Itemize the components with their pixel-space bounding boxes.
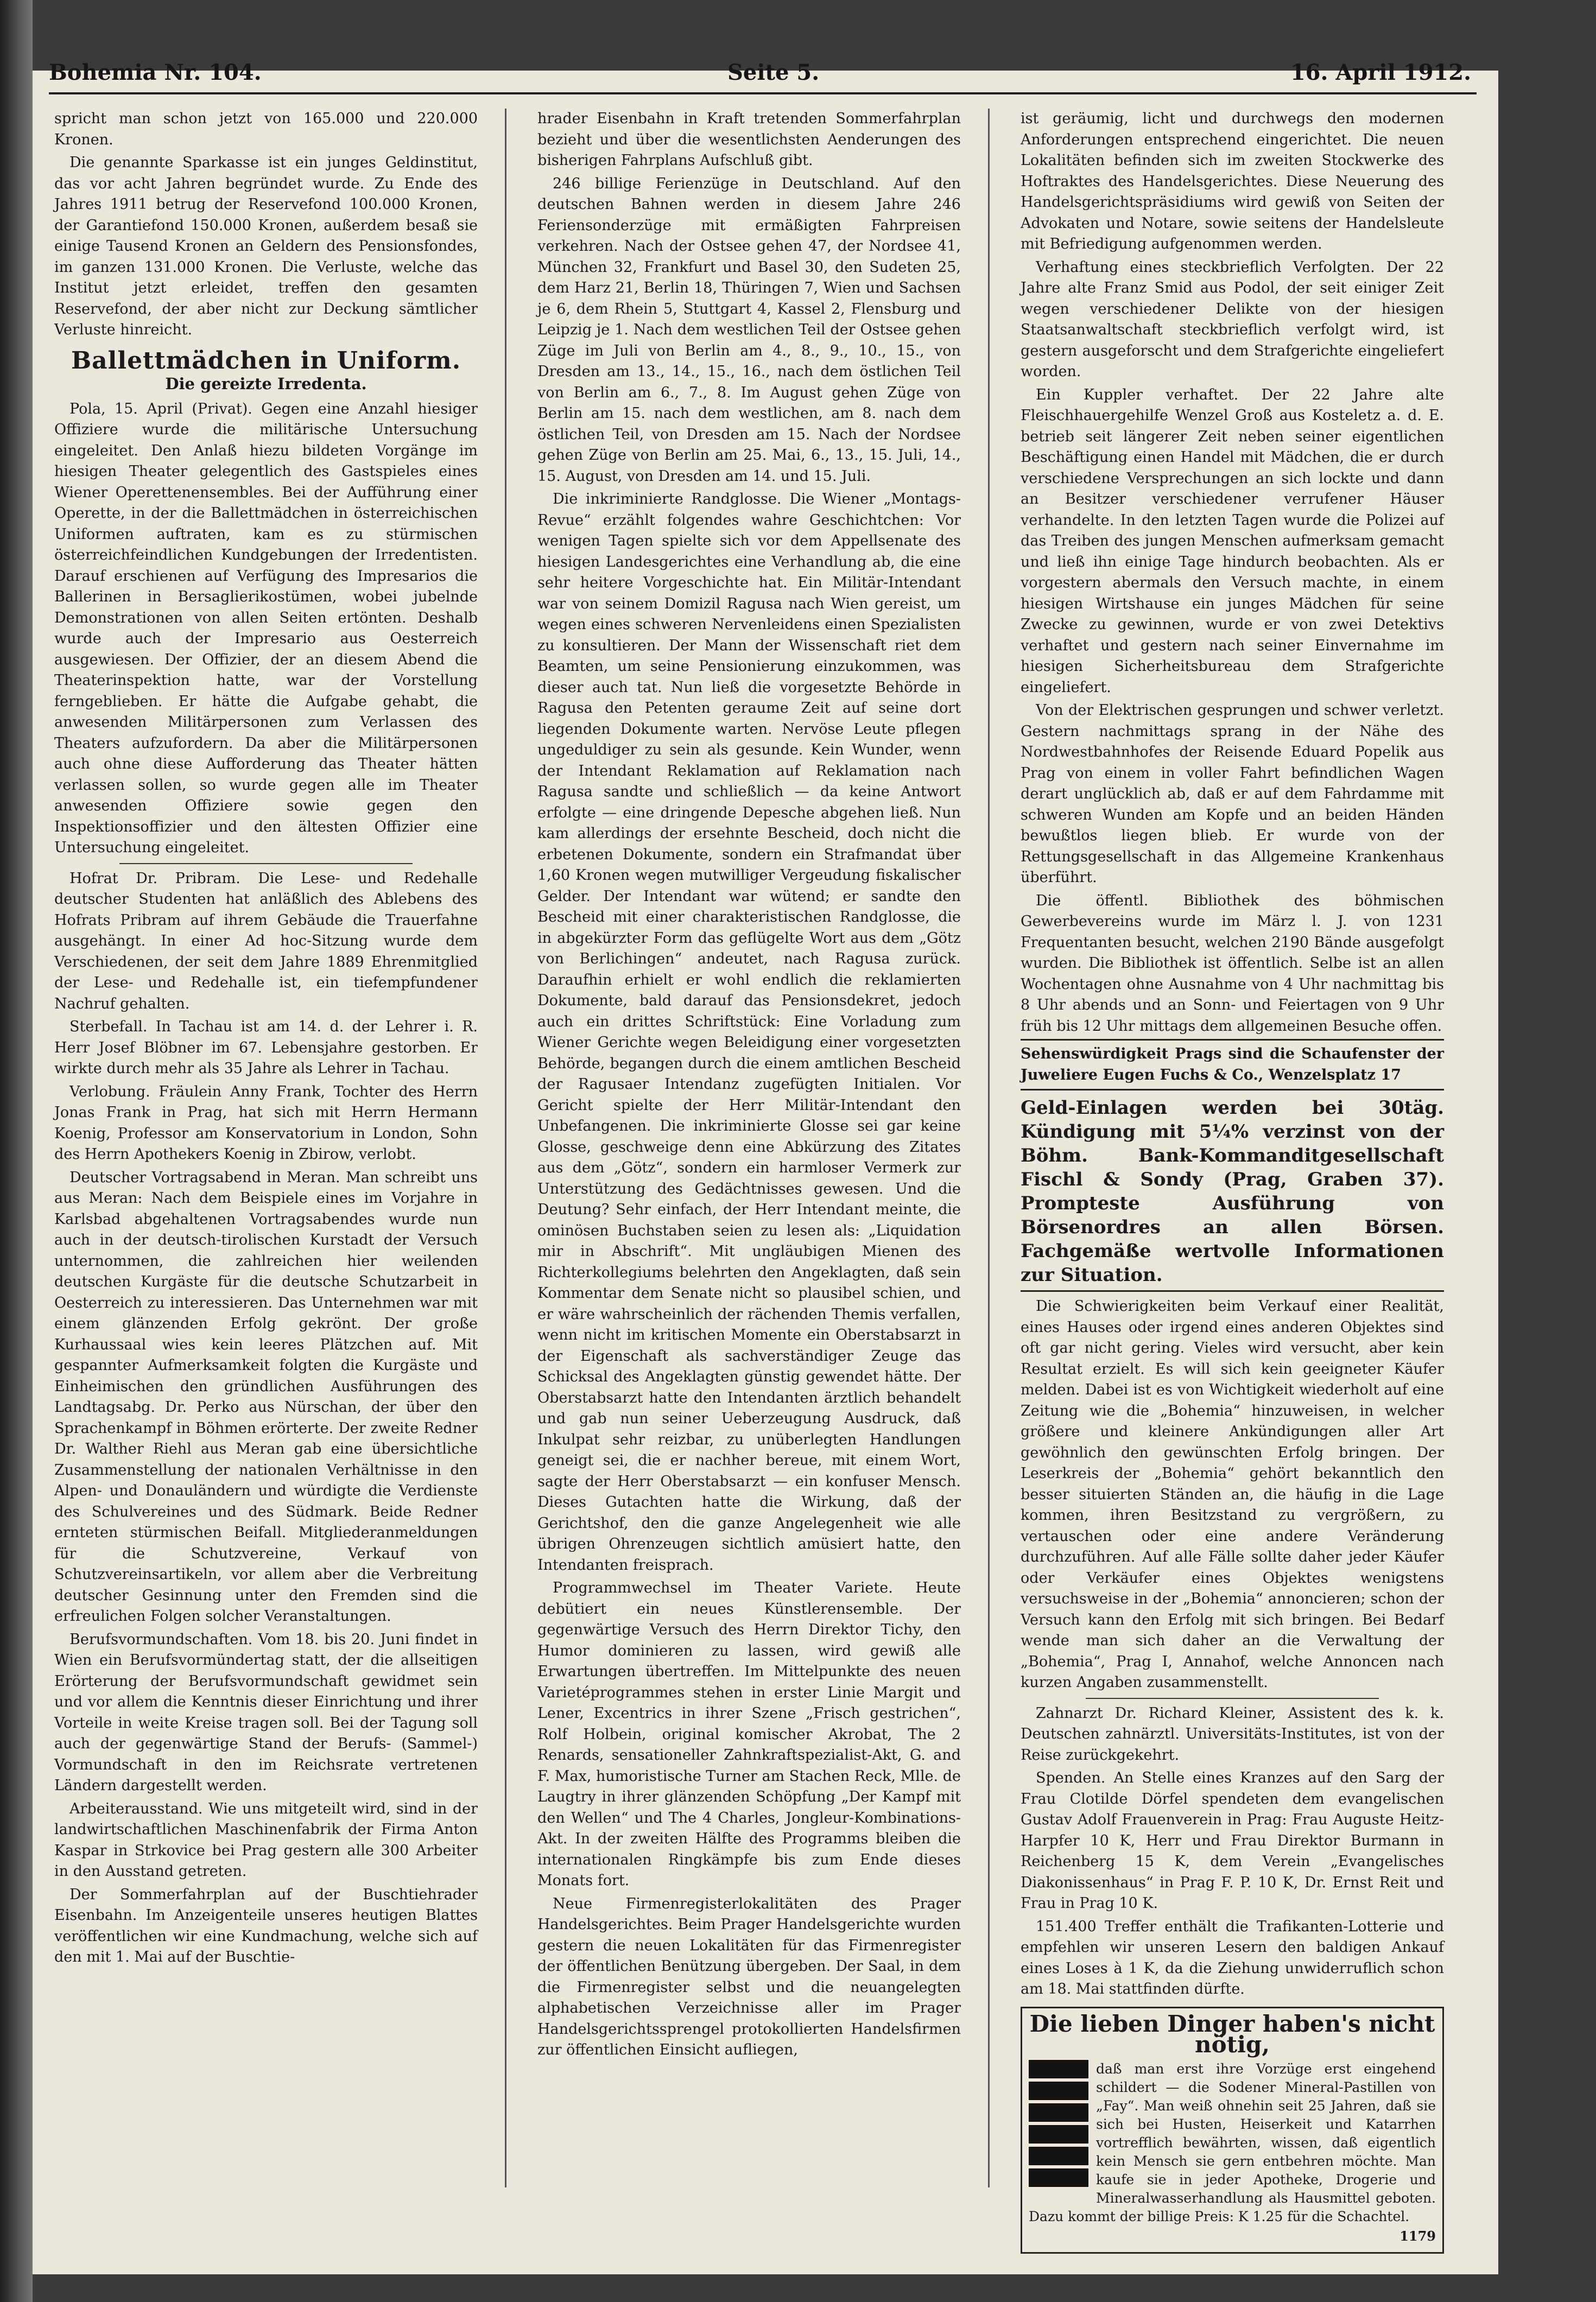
header-page-number: Seite 5. [727,60,820,85]
article-paragraph: spricht man schon jetzt von 165.000 und 220.000 Kronen. [54,110,478,148]
advertisement-jeweler: Sehenswürdigkeit Prags sind die Schaufenster der Juweliere Eugen Fuchs & Co., Wenzelsplatz 17 [1021,1039,1444,1090]
article-subheadline: Die gereizte Irredenta. [165,375,367,393]
article-paragraph: Sterbefall. In Tachau ist am 14. d. der Lehrer i. R. Herr Josef Blöbner im 67. Lebensjahre gestorben. Er wirkte durch mehr als 35 Jahre als Lehrer in Tachau. [54,1018,478,1077]
article-paragraph: Deutscher Vortragsabend in Meran. Man schreibt uns aus Meran: Nach dem Beispiele eines im Vorjahre in Karlsbad abgehaltenen Vortragsabendes wurde nun auch in der deutsch-tirolischen Kurstadt der Versuch unternommen, die zahlreichen hier weilenden deutschen Kurgäste für die deutsche Schutzarbeit in Oesterreich zu interessieren. Das Unternehmen war mit einem glänzenden Erfolg gekrönt. Der große Kurhaussaal wies kein leeres Plätzchen auf. Mit gespannter Aufmerksamkeit folgten die Kurgäste und Einheimischen den gründlichen Ausführungen des Landtagsabg. Dr. Perko aus Nürschan, der über den Sprachenkampf in Böhmen erörterte. Der zweite Redner Dr. Walther Riehl aus Meran gab eine übersichtliche Zusammenstellung der nationalen Verhältnisse in den Alpen- und Donauländern und würdigte die Verdienste des Schulvereines und des Südmark. Beide Redner ernteten stürmischen Beifall. Mitgliederanmeldungen für die Schutzvereine, Verkauf von Schutzvereinsartikeln, vor allem aber die Verbreitung deutscher Gesinnung unter den Fremden sind die erfreulichen Folgen solcher Veranstaltungen. [54,1169,478,1625]
advertisement-pastilles [1021,2007,1444,2254]
article-paragraph: Pola, 15. April (Privat). Gegen eine Anzahl hiesiger Offiziere wurde die militärische Untersuchung eingeleitet. Den Anlaß hiezu bildeten Vorgänge im hiesigen Theater gelegentlich des Gastspieles eines Wiener Operettenensembles. Bei der Aufführung einer Operette, in der die Ballettmädchen in österreichischen Uniformen auftraten, kam es zu stürmischen österreichfeindlichen Kundgebungen der Irredentisten. Darauf erschienen auf Verfügung des Impresarios die Ballerinen in Bersaglierikostümen, wobei jubelnde Demonstrationen von allen Seiten ertönten. Deshalb wurde auch der Impresario aus Oesterreich ausgewiesen. Der Offizier, der an diesem Abend die Theaterinspektion hatte, war der Vorstellung ferngeblieben. Er hätte die Aufgabe gehabt, die anwesenden Militärpersonen zum Verlassen des Theaters aufzufordern. Da aber die Militärpersonen auch ohne diese Aufforderung das Theater hätten verlassen sollen, so wurde gegen alle im Theater anwesenden Offiziere sowie gegen den Inspektionsoffizier und den ältesten Offizier eine Untersuchung eingeleitet. [54,400,478,856]
advertisement-text: daß man erst ihre Vorzüge erst eingehend schildert — die Sodener Mineral-Pastillen von „Fay“. Man weiß ohnehin seit 25 Jahren, daß sie sich bei Husten, Heiserkeit und Katarrhen vortrefflich bewährten, wissen, daß eigentlich kein Mensch sie gern entbehren möchte. Man kaufe sie in jeder Apotheke, Drogerie und Mineralwasserhandlung als Hausmittel geboten. Dazu kommt der billige Preis: K 1.25 für die Schachtel. [1029,2060,1436,2224]
article-paragraph: hrader Eisenbahn in Kraft tretenden Sommerfahrplan bezieht und über die wesentlichsten Aenderungen des bisherigen Fahrplans Aufschluß gibt. [537,110,961,169]
column-rule [505,109,506,2187]
article-paragraph: Verlobung. Fräulein Anny Frank, Tochter des Herrn Jonas Frank in Prag, hat sich mit Herrn Hermann Koenig, Professor am Konservatorium in London, Sohn des Herrn Apothekers Koenig in Zbirow, verlobt. [54,1083,478,1163]
article-paragraph: ist geräumig, licht und durchwegs den modernen Anforderungen entsprechend eingerichtet. Die neuen Lokalitäten befinden sich im zweiten Stockwerke des Hoftraktes des Handelsgerichtes. Diese Neuerung des Handelsgerichtspräsidiums wird gewiß von Seiten der Advokaten und Notare, sowie seitens der Handelsleute mit Befriedigung aufgenommen werden. [1021,110,1444,252]
divider [119,863,413,864]
article-paragraph: Arbeiterausstand. Wie uns mitgeteilt wird, sind in der landwirtschaftlichen Maschinenfabrik der Firma Anton Kaspar in Strkovice bei Prag gestern alle 300 Arbeiter in den Ausstand getreten. [54,1800,478,1880]
page-bleed-edge [0,0,33,2302]
header-date: 16. April 1912. [1290,60,1471,85]
advertisement-code: 1179 [1399,2228,1436,2244]
article-paragraph: Zahnarzt Dr. Richard Kleiner, Assistent des k. k. Deutschen zahnärztl. Universitäts-Institutes, ist von der Reise zurückgekehrt. [1021,1704,1444,1764]
article-paragraph: Die Schwierigkeiten beim Verkauf einer Realität, eines Hauses oder irgend eines anderen Objektes sind oft gar nicht gering. Vieles wird versucht, aber kein Resultat erzielt. Es will sich kein geeigneter Käufer melden. Dabei ist es von Wichtigkeit wiederholt auf eine Zeitung wie die „Bohemia“ hinzuweisen, in welcher größere und kleinere Ankündigungen aller Art gewöhnlich den gewünschten Erfolg bringen. Der Leserkreis der „Bohemia“ gehört bekanntlich den besser situierten Ständen an, die häufig in die Lage kommen, ihren Besitzstand zu vergrößern, zu vertauschen oder eine andere Veränderung durchzuführen. Auf alle Fälle sollte daher jeder Käufer oder Verkäufer eines Objektes wenigstens versuchsweise in der „Bohemia“ annoncieren; schon der Versuch kann den Erfolg mit sich bringen. Bei Bedarf wende man sich daher an die Verwaltung der „Bohemia“, Prag I, Annahof, welche Annoncen nach kurzen Angaben zusammenstellt. [1021,1298,1444,1691]
column-rule [988,109,990,2187]
column-1 [54,109,478,2187]
advertisement-title: Die lieben Dinger haben's nicht nötig, [1029,2010,1435,2058]
article-paragraph: 151.400 Treffer enthält die Trafikanten-Lotterie und empfehlen wir unseren Lesern den baldigen Ankauf eines Loses à 1 K, da die Ziehung unwiderruflich schon am 18. Mai stattfinden dürfte. [1021,1918,1444,1997]
article-headline: Ballettmädchen in Uniform. [71,346,461,375]
article-paragraph: Der Sommerfahrplan auf der Buschtiehrader Eisenbahn. Im Anzeigenteile unseres heutigen Blattes veröffentlichen wir eine Kundmachung, welche sich auf den mit 1. Mai auf der Buschtie- [54,1886,478,1965]
article-paragraph: Ein Kuppler verhaftet. Der 22 Jahre alte Fleischhauergehilfe Wenzel Groß aus Kosteletz a. d. E. betrieb seit längerer Zeit neben seiner eigentlichen Beschäftigung einen Handel mit Mädchen, die er durch verschiedene Versprechungen an sich lockte und dann an Besitzer verschiedener verrufener Häuser verhandelte. In den letzten Tagen wurde die Polizei auf das Treiben des jungen Menschen aufmerksam gemacht und ließ ihn einige Tage hindurch beobachten. Als er vorgestern abermals den Versuch machte, in einem hiesigen Wirtshause ein junges Mädchen für seine Zwecke zu gewinnen, wurde er von zwei Detektivs verhaftet und gestern nach seiner Einvernahme im hiesigen Sicherheitsbureau dem Strafgerichte eingeliefert. [1021,386,1444,696]
article-paragraph: Verhaftung eines steckbrieflich Verfolgten. Der 22 Jahre alte Franz Smid aus Podol, der seit einiger Zeit wegen verschiedener Delikte von der hiesigen Staatsanwaltschaft steckbrieflich verfolgt wird, ist gestern ausgeforscht und dem Strafgerichte eingeliefert worden. [1021,258,1444,380]
article-paragraph: Programmwechsel im Theater Variete. Heute debütiert ein neues Künstlerensemble. Der gegenwärtige Versuch des Herrn Direktor Tichy, den Humor dominieren zu lassen, wird gewiß alle Erwartungen übertreffen. Im Mittelpunkte des neuen Varietéprogrammes stehen in erster Linie Margit und Lener, Excentrics in ihrer Szene „Frisch gestrichen“, Rolf Holbein, original komischer Akrobat, The 2 Renards, sensationeller Zahnkraftspezialist-Akt, G. and F. Max, humoristische Turner am Stachen Reck, Mlle. de Laugtry in ihrer glänzenden Schöpfung „Der Kampf mit den Wellen“ und The 4 Charles, Jongleur-Kombinations-Akt. In der zweiten Hälfte des Programms bleiben die internationalen Ringkämpfe bis zum Ende dieses Monats fort. [537,1580,961,1889]
column-3 [1021,109,1444,2244]
article-paragraph: Neue Firmenregisterlokalitäten des Prager Handelsgerichtes. Beim Prager Handelsgerichte wurden gestern die neuen Lokalitäten für das Firmenregister der öffentlichen Benützung übergeben. Der Saal, in dem die Firmenregister selbst und die neuangelegten alphabetischen Verzeichnisse aller im Prager Handelsgerichtssprengel protokollierten Handelsfirmen zur öffentlichen Einsicht aufliegen, [537,1895,961,2058]
page-header [49,54,1477,94]
article-paragraph: Die genannte Sparkasse ist ein junges Geldinstitut, das vor acht Jahren begründet wurde. Zu Ende des Jahres 1911 betrug der Reservefond 100.000 Kronen, der Garantiefond 150.000 Kronen, außerdem besaß sie einige Tausend Kronen an Geldern des Pensionsfondes, im ganzen 131.000 Kronen. Die Verluste, welche das Institut jetzt erleidet, treffen den gesamten Reservefond, der aber nicht zur Deckung sämtlicher Verluste hinreicht. [54,154,478,338]
article-paragraph: Von der Elektrischen gesprungen und schwer verletzt. Gestern nachmittags sprang in der Nähe des Nordwestbahnhofes der Reisende Eduard Popelik aus Prag von einem in voller Fahrt befindlichen Wagen derart unglücklich ab, daß er auf dem Fahrdamme mit schweren Wunden am Kopfe und an beiden Händen bewußtlos liegen blieb. Er wurde von der Rettungsgesellschaft in das Allgemeine Krankenhaus überführt. [1021,702,1444,886]
article-paragraph: 246 billige Ferienzüge in Deutschland. Auf den deutschen Bahnen werden in diesem Jahre 246 Feriensonderzüge mit ermäßigten Fahrpreisen verkehren. Nach der Ostsee gehen 47, der Nordsee 41, München 32, Frankfurt und Basel 30, den Sudeten 25, dem Harz 21, Berlin 18, Thüringen 7, Wien und Sachsen je 6, dem Rhein 5, Stuttgart 4, Kassel 2, Flensburg und Leipzig je 1. Nach dem westlichen Teil der Ostsee gehen Züge im Juli von Berlin am 4., 8., 9., 10., 15., von Dresden am 13., 14., 15., 16., nach dem östlichen Teil von Berlin am 6., 7., 8. Im August gehen Züge von Berlin am 15. nach dem westlichen, am 8. nach dem östlichen Teil, von Dresden am 15. Nach der Nordsee gehen Züge von Berlin am 25. Mai, 6., 13., 15. Juli, 14., 15. August, von Dresden am 14. und 15. Juli. [537,175,961,485]
article-paragraph: Hofrat Dr. Pribram. Die Lese- und Redehalle deutscher Studenten hat anläßlich des Ablebens des Hofrats Pribram auf ihrem Gebäude die Trauerfahne ausgehängt. In einer Ad hoc-Sitzung wurde dem Verschiedenen, der seit dem Jahre 1889 Ehrenmitglied der Lese- und Redehalle ist, ein tiefempfundener Nachruf gehalten. [54,870,478,1012]
article-paragraph: Die öffentl. Bibliothek des böhmischen Gewerbevereins wurde im März l. J. von 1231 Frequentanten besucht, welchen 2190 Bände ausgefolgt wurden. Die Bibliothek ist öffentlich. Selbe ist an allen Wochentagen ohne Ausnahme von 4 Uhr nachmittag bis 8 Uhr abends und an Sonn- und Feiertagen von 9 Uhr früh bis 12 Uhr mittags dem allgemeinen Besuche offen. [1021,892,1444,1035]
article-paragraph: Berufsvormundschaften. Vom 18. bis 20. Juni findet in Wien ein Berufsvormündertag statt, der die allseitigen Erörterung der Berufsvormundschaft gewidmet sein und vor allem die Kenntnis dieser Einrichtung und ihrer Vorteile in weite Kreise tragen soll. Bei der Tagung soll auch der gegenwärtige Stand der Berufs- (Sammel-) Vormundschaft in den im Reichsrate vertretenen Ländern dargestellt werden. [54,1631,478,1794]
article-paragraph: Spenden. An Stelle eines Kranzes auf den Sarg der Frau Clotilde Dörfel spendeten dem evangelischen Gustav Adolf Frauenverein in Prag: Frau Auguste Heitz-Harpfer 10 K, Herr und Frau Direktor Burmann in Reichenberg 15 K, dem Verein „Evangelisches Diakonissenhaus“ in Prag F. P. 10 K, Dr. Ernst Reit und Frau in Prag 10 K. [1021,1770,1444,1912]
advertisement-graphic [1029,2060,1088,2190]
divider [1086,1698,1379,1699]
column-2 [537,109,961,2187]
header-paper-name: Bohemia Nr. 104. [49,60,262,85]
article-paragraph: Die inkriminierte Randglosse. Die Wiener „Montags-Revue“ erzählt folgendes wahre Geschichtchen: Vor wenigen Tagen spielte sich vor dem Appellsenate des hiesigen Landesgerichtes eine Verhandlung ab, die eine sehr heitere Vorgeschichte hat. Ein Militär-Intendant war von seinem Domizil Ragusa nach Wien gereist, um wegen eines schweren Nervenleidens einen Spezialisten zu konsultieren. Der Mann der Wissenschaft riet dem Beamten, um seine Pensionierung einzukommen, was dieser auch tat. Nun ließ die vorgesetzte Behörde in Ragusa den Petenten geraume Zeit auf seine dort liegenden Dokumente warten. Nervöse Leute pflegen ungeduldiger zu sein als gesunde. Kein Wunder, wenn der Intendant Reklamation auf Reklamation nach Ragusa sandte und schließlich — da keine Antwort erfolgte — eine dringende Depesche abgehen ließ. Nun kam allerdings der ersehnte Bescheid, doch nicht die erbetenen Dokumente, sondern ein Strafmandat über 1,60 Kronen wegen mutwilliger Vergeudung fiskalischer Gelder. Der Intendant war wütend; er sandte den Bescheid mit einer charakteristischen Randglosse, die in abgekürzter Form das geflügelte Wort aus dem „Götz von Berlichingen“ andeutet, nach Ragusa zurück. Daraufhin erhielt er wohl endlich die reklamierten Dokumente, bald darauf das Pensionsdekret, jedoch auch ein drittes Schriftstück: Eine Vorladung zum Wiener Gerichte wegen Beleidigung einer vorgesetzten Behörde, begangen durch die einem amtlichen Bescheid der Ragusaer Intendanz zugefügten Initialen. Vor Gericht spielte der Herr Militär-Intendant den Unbefangenen. Die inkriminierte Glosse sei gar keine Glosse, geschweige denn eine Abkürzung des Zitates aus dem „Götz“, sondern ein harmloser Vermerk zur Unterstützung des Gedächtnisses gewesen. Und die Deutung? Sehr einfach, der Herr Intendant meinte, die ominösen Buchstaben seien zu lesen als: „Liquidation mir in Abschrift“. Mit ungläubigen Mienen des Richterkollegiums belehrten den Angeklagten, daß sein Kommentar dem Senate nicht so plausibel schien, und er wäre wahrscheinlich der rächenden Themis verfallen, wenn nicht im kritischen Momente ein Oberstabsarzt in der Eigenschaft als sachverständiger Zeuge das Schicksal des Angeklagten günstig gewendet hätte. Der Oberstabsarzt hatte den Intendanten ärztlich behandelt und gab nun seiner Ueberzeugung Ausdruck, daß Inkulpat sehr reizbar, zu unüberlegten Handlungen geneigt sei, die er nachher bereue, mit einem Wort, sagte der Herr Oberstabsarzt — ein konfuser Mensch. Dieses Gutachten hatte die Wirkung, daß der Gerichtshof, den die ganze Angelegenheit wie alle übrigen Ohrenzeugen sichtlich amüsiert hatte, den Intendanten freisprach. [537,491,961,1574]
advertisement-bank: Geld-Einlagen werden bei 30täg. Kündigung mit 5¼% verzinst von der Böhm. Bank-Kommanditgesellschaft Fischl & Sondy (Prag, Graben 37). Prompteste Ausführung von Börsenordres an allen Börsen. Fachgemäße wertvolle Informationen zur Situation. [1021,1093,1444,1292]
